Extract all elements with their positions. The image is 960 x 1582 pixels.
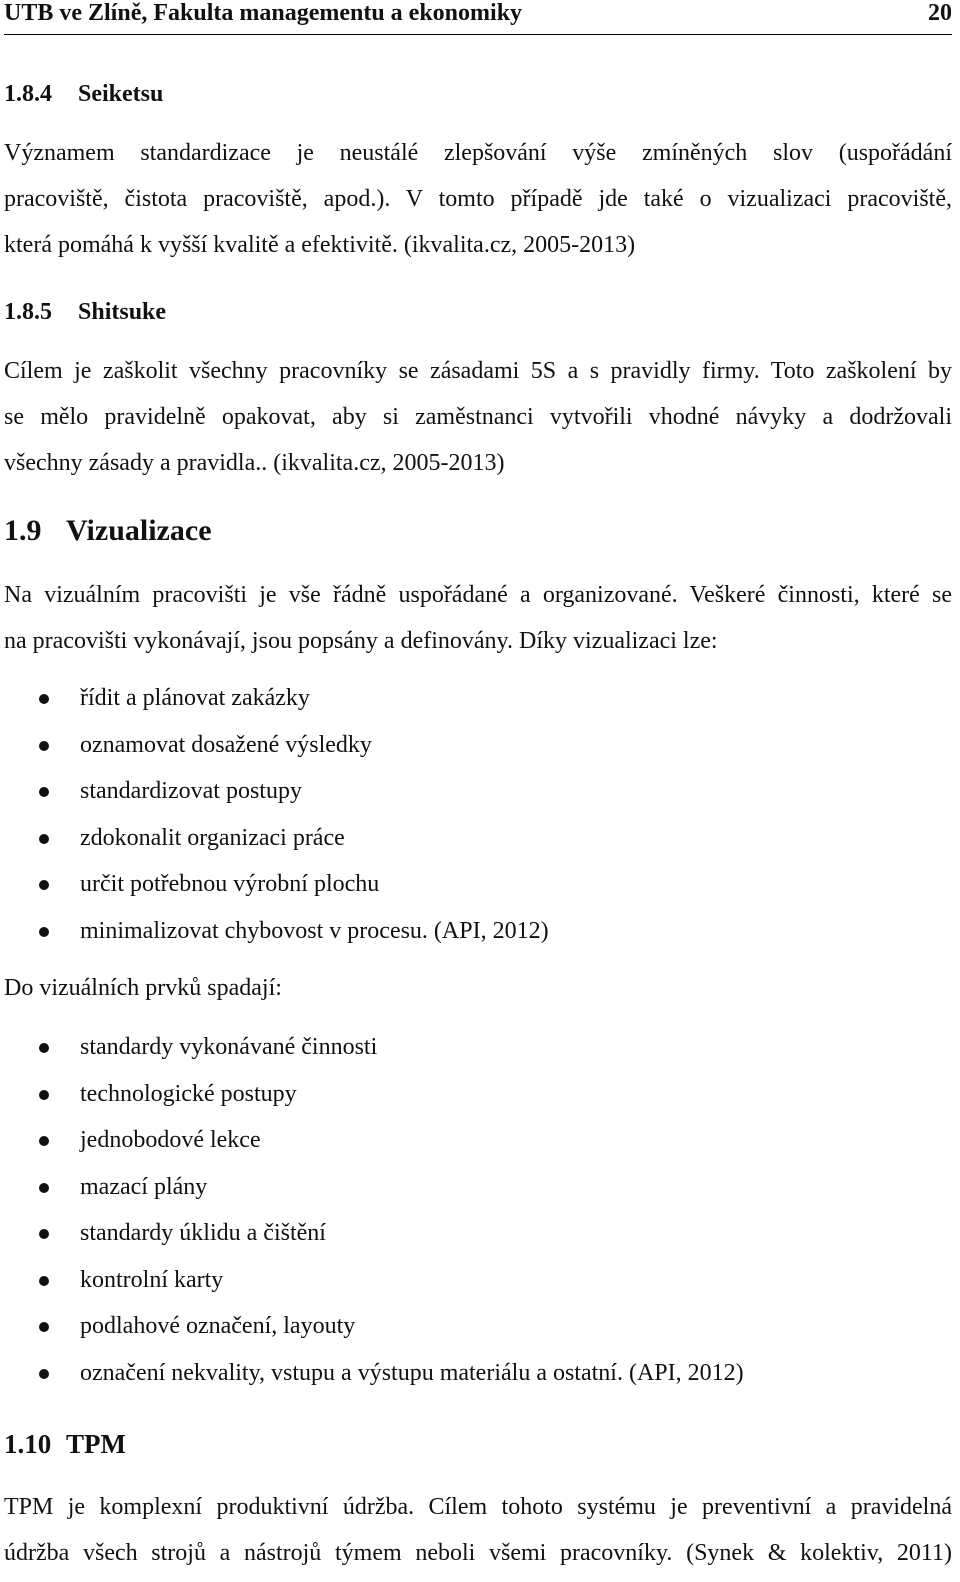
paragraph-line: Na vizuálním pracovišti je vše řádně uspořádané a organizované. Veškeré činnosti, které se <box>4 582 952 608</box>
heading-title: Vizualizace <box>66 514 212 547</box>
bullet-icon <box>39 1183 49 1193</box>
list-item: jednobodové lekce <box>0 1117 952 1164</box>
heading-number: 1.10 <box>4 1429 52 1459</box>
bullet-icon <box>39 787 49 797</box>
bullet-icon <box>39 1043 49 1053</box>
heading-1-8-4 <box>4 80 952 108</box>
paragraph-line: pracoviště, čistota pracoviště, apod.). V tomto případě jde také o vizualizaci pracoviště, <box>4 186 952 212</box>
paragraph-line: TPM je komplexní produktivní údržba. Cílem tohoto systému je preventivní a pravidelná <box>4 1494 952 1520</box>
list-item: zdokonalit organizaci práce <box>0 815 952 862</box>
bullet-icon <box>39 1369 49 1379</box>
bullet-icon <box>39 1322 49 1332</box>
bullet-icon <box>39 1276 49 1286</box>
heading-1-9 <box>4 514 952 548</box>
paragraph-seiketsu <box>4 130 952 268</box>
bullet-list-visual-elements <box>0 1024 952 1396</box>
heading-number: 1.8.4 <box>4 81 52 107</box>
page-header <box>4 0 952 35</box>
heading-1-10 <box>4 1430 952 1458</box>
list-item: podlahové označení, layouty <box>0 1303 952 1350</box>
list-item: řídit a plánovat zakázky <box>0 675 952 722</box>
bullet-icon <box>39 834 49 844</box>
paragraph-line: Významem standardizace je neustálé zlepšování výše zmíněných slov (uspořádání <box>4 140 952 166</box>
paragraph-line: se mělo pravidelně opakovat, aby si zaměstnanci vytvořili vhodné návyky a dodržovali <box>4 404 952 430</box>
paragraph-line: která pomáhá k vyšší kvalitě a efektivitě. (ikvalita.cz, 2005-2013) <box>4 232 636 258</box>
paragraph-line: všechny zásady a pravidla.. (ikvalita.cz, 2005-2013) <box>4 450 505 476</box>
list-item: označení nekvality, vstupu a výstupu materiálu a ostatní. (API, 2012) <box>0 1350 952 1397</box>
heading-1-8-5 <box>4 298 952 326</box>
paragraph-visual-elements-intro <box>4 965 952 1011</box>
list-item: kontrolní karty <box>0 1257 952 1304</box>
bullet-icon <box>39 1229 49 1239</box>
list-item: určit potřebnou výrobní plochu <box>0 861 952 908</box>
bullet-icon <box>39 741 49 751</box>
bullet-icon <box>39 1090 49 1100</box>
list-item: standardy úklidu a čištění <box>0 1210 952 1257</box>
list-item: standardy vykonávané činnosti <box>0 1024 952 1071</box>
page-number: 20 <box>928 0 952 26</box>
list-item: technologické postupy <box>0 1071 952 1118</box>
heading-number: 1.9 <box>4 514 42 547</box>
list-item: standardizovat postupy <box>0 768 952 815</box>
paragraph-vizualizace <box>4 572 952 664</box>
heading-title: TPM <box>66 1429 126 1459</box>
paragraph-line: na pracovišti vykonávají, jsou popsány a definovány. Díky vizualizaci lze: <box>4 628 718 654</box>
list-item: mazací plány <box>0 1164 952 1211</box>
heading-number: 1.8.5 <box>4 299 52 325</box>
paragraph-tpm <box>4 1484 952 1576</box>
list-item: oznamovat dosažené výsledky <box>0 722 952 769</box>
bullet-icon <box>39 1136 49 1146</box>
bullet-icon <box>39 927 49 937</box>
paragraph-line: Do vizuálních prvků spadají: <box>4 975 282 1001</box>
paragraph-line: Cílem je zaškolit všechny pracovníky se zásadami 5S a s pravidly firmy. Toto zaškolení by <box>4 358 952 384</box>
list-item: minimalizovat chybovost v procesu. (API, 2012) <box>0 908 952 955</box>
bullet-icon <box>39 880 49 890</box>
bullet-list-benefits <box>0 675 952 954</box>
paragraph-shitsuke <box>4 348 952 486</box>
header-title: UTB ve Zlíně, Fakulta managementu a ekonomiky <box>4 0 523 26</box>
bullet-icon <box>39 694 49 704</box>
heading-title: Shitsuke <box>78 299 167 325</box>
heading-title: Seiketsu <box>78 81 164 107</box>
paragraph-line: údržba všech strojů a nástrojů týmem neboli všemi pracovníky. (Synek & kolektiv, 2011) <box>4 1540 952 1566</box>
